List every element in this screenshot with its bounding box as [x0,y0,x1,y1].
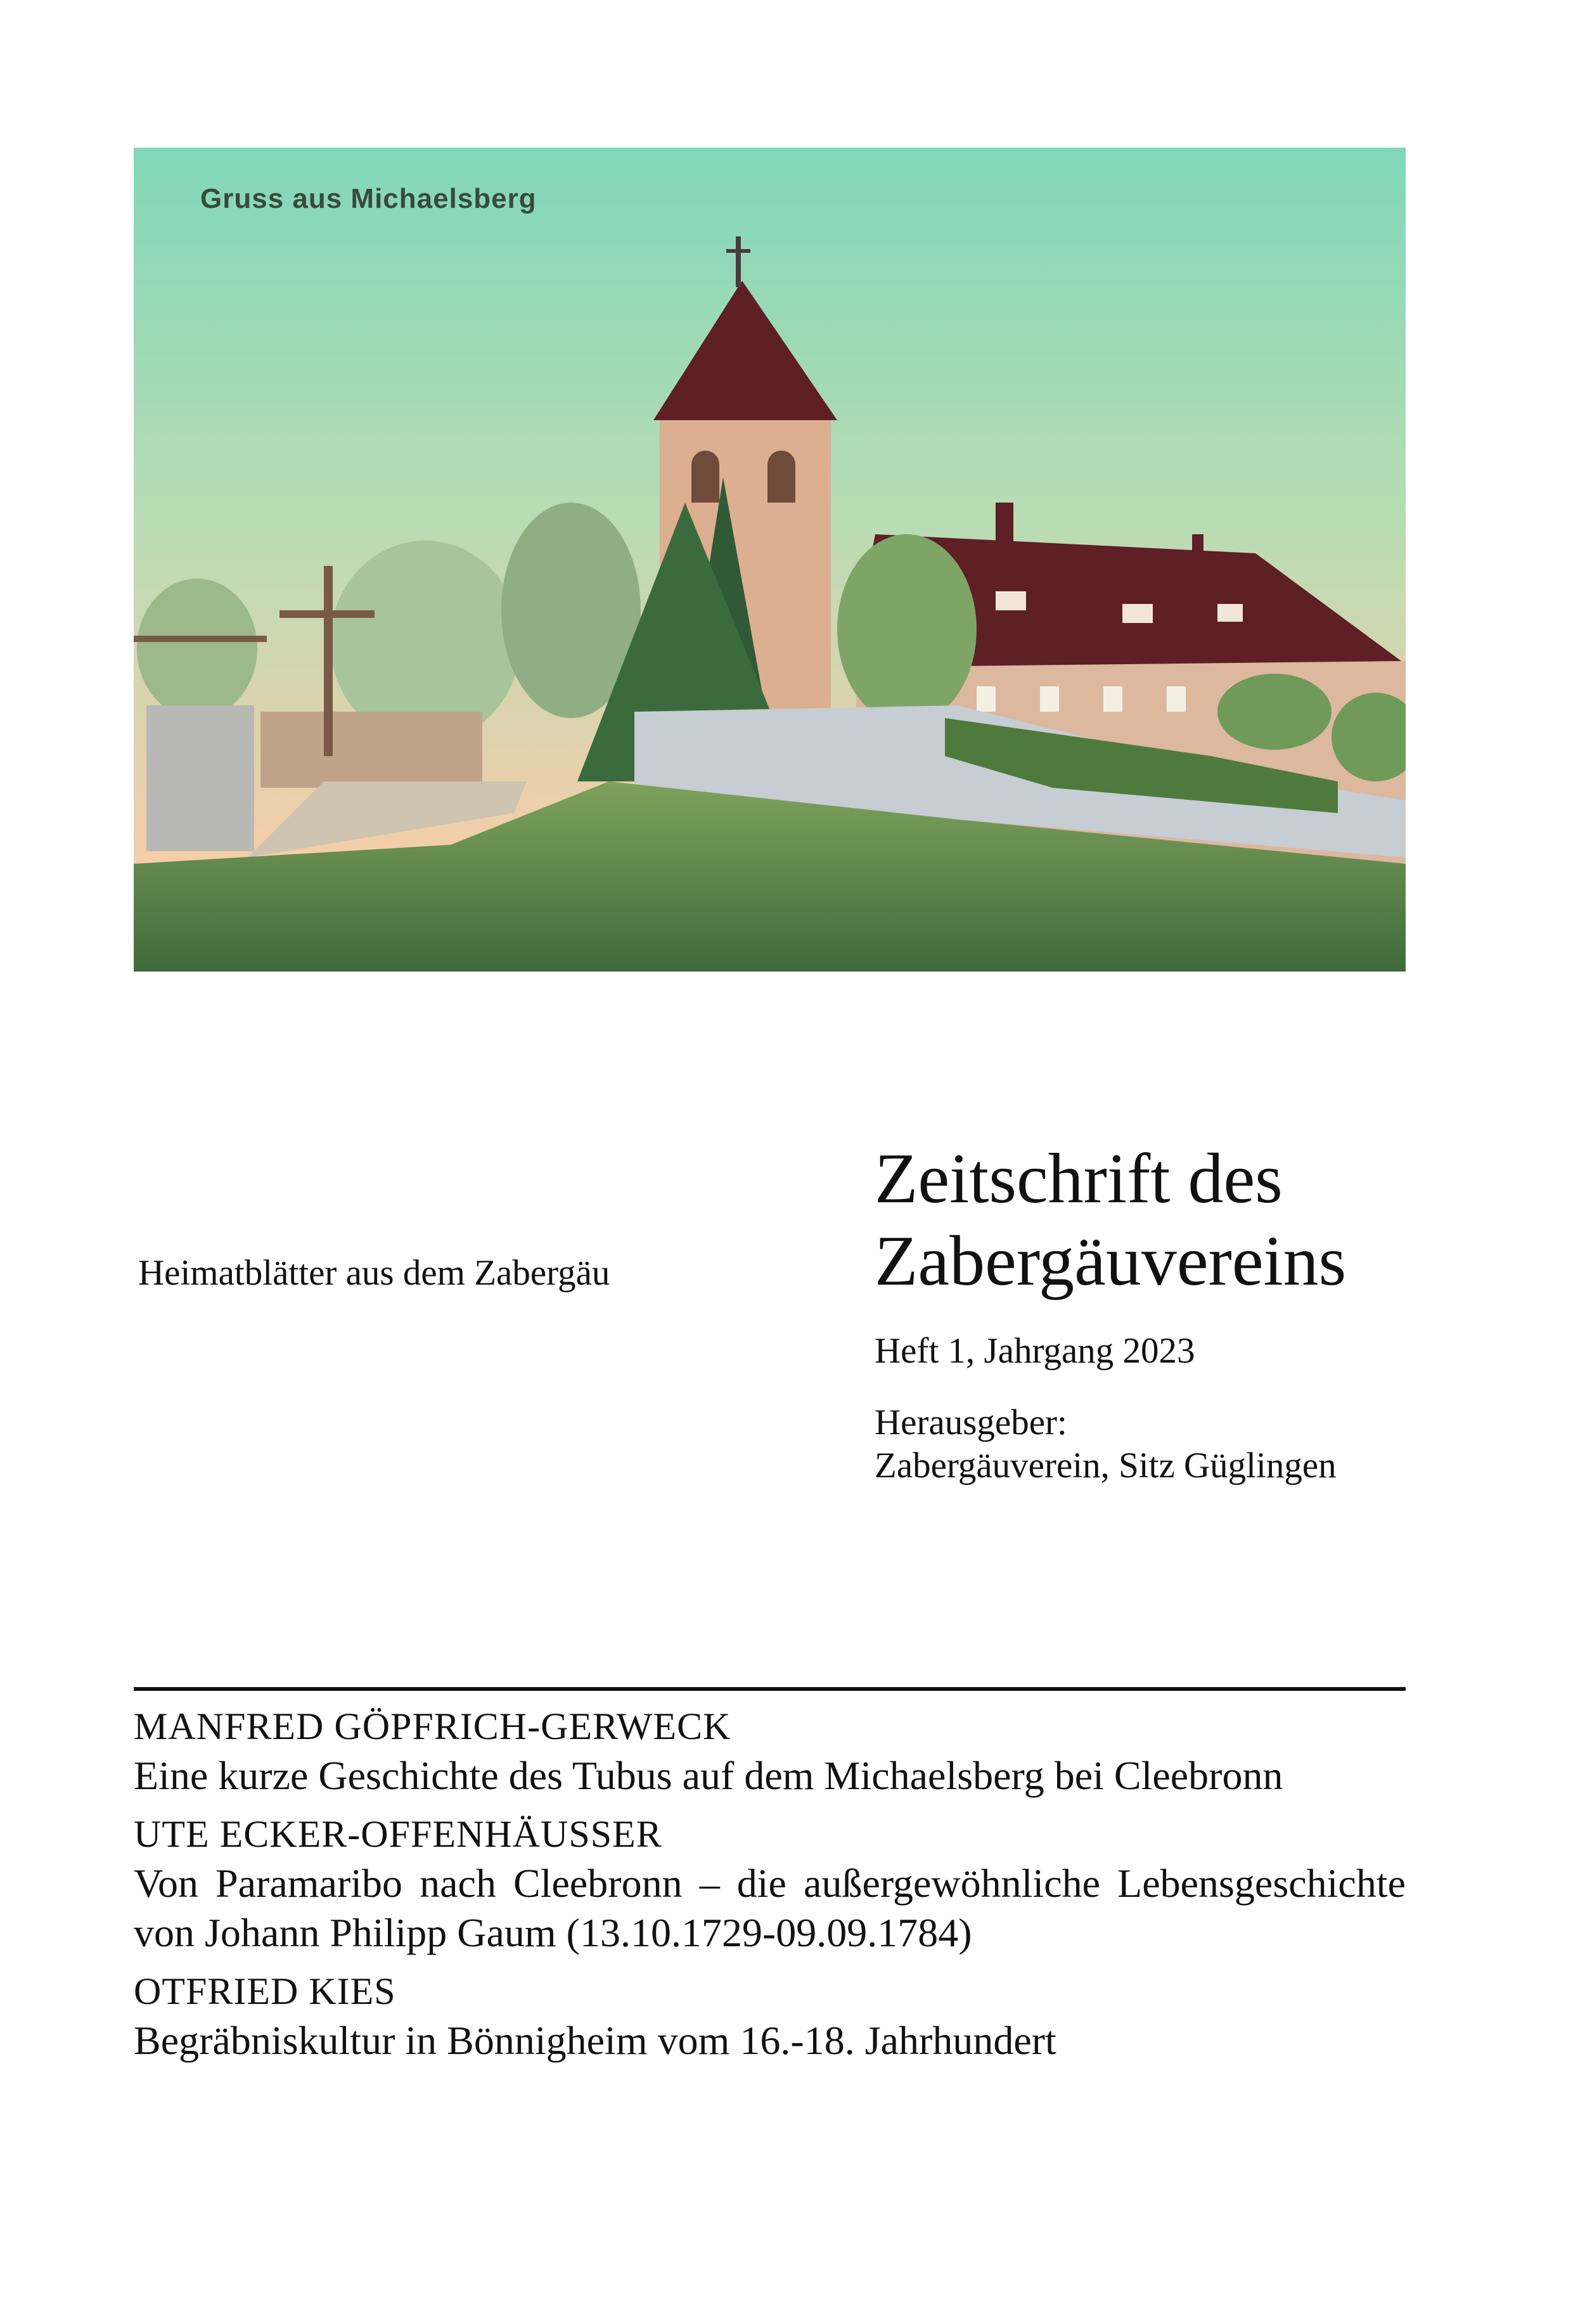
article-title: Begräbniskultur in Bönnigheim vom 16.-18. Jahrhundert [134,2018,1056,2063]
table-of-contents [134,1702,1406,2074]
postcard-caption: Gruss aus Michaelsberg [200,183,537,214]
title-line-1: Zeitschrift des [875,1140,1283,1218]
cover-postcard-image [134,148,1406,972]
title-line-2: Zabergäuvereins [875,1222,1347,1300]
article-author: UTE ECKER-OFFENHÄUSSER [134,1813,662,1855]
divider-rule [134,1687,1406,1691]
article-entry [134,1809,1406,1958]
article-title: Eine kurze Geschichte des Tubus auf dem Michaelsberg bei Cleebronn [134,1753,1283,1798]
publisher-block [875,1401,1420,1487]
article-title: Von Paramaribo nach Cleebronn – die außergewöhnliche Lebensgeschichte von Johann Philipp Gaum (13.10.1729-09.09.1784) [134,1861,1406,1955]
series-subtitle: Heimatblätter aus dem Zabergäu [138,1253,610,1293]
article-entry [134,1967,1406,2065]
article-entry [134,1702,1406,1801]
issue-info: Heft 1, Jahrgang 2023 [875,1331,1195,1371]
publisher-name: Zabergäuverein, Sitz Güglingen [875,1446,1337,1486]
church-illustration [134,148,1406,972]
article-author: MANFRED GÖPFRICH-GERWECK [134,1705,731,1747]
publisher-label: Herausgeber: [875,1403,1067,1442]
article-author: OTFRIED KIES [134,1970,396,2012]
masthead [875,1138,1420,1487]
